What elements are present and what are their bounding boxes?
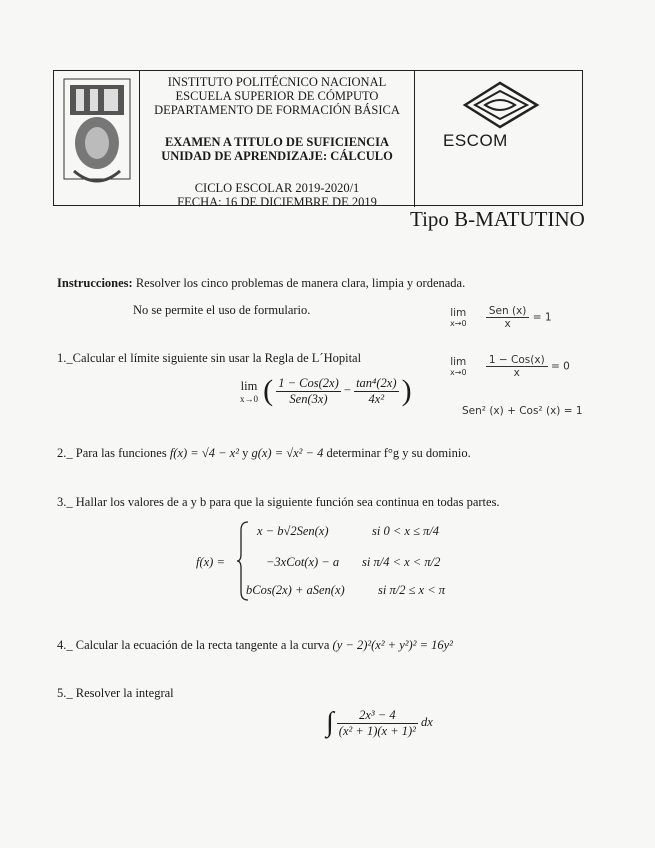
header-text-block (140, 71, 414, 207)
institution-name: INSTITUTO POLITÉCNICO NACIONAL (167, 75, 387, 89)
p1-num1: 1 − Cos(2x) (278, 375, 339, 390)
exam-variant: Tipo B-MATUTINO (410, 207, 585, 231)
p1-den1: Sen(3x) (289, 391, 328, 406)
learning-unit: UNIDAD DE APRENDIZAJE: CÁLCULO (161, 149, 393, 163)
instructions (57, 276, 465, 291)
p1-lim: lim (240, 378, 258, 393)
hw-lim2-sub: x→0 (450, 368, 467, 377)
department-name: DEPARTAMENTO DE FORMACIÓN BÁSICA (154, 103, 400, 117)
problem-4 (57, 638, 453, 653)
escom-logo (414, 71, 584, 207)
p5-integral (326, 707, 433, 739)
p3-case1-cond: si 0 < x ≤ π/4 (372, 524, 440, 538)
instructions-note: No se permite el uso de formulario. (133, 303, 311, 317)
escom-label: ESCOM (443, 131, 508, 150)
p4-text: 4._ Calcular la ecuación de la recta tangente a la curva (57, 638, 330, 652)
hw-lim2-den: x (513, 367, 520, 379)
p1-minus: − (343, 382, 351, 397)
p4-curve: (y − 2)²(x² + y²)² = 16y² (332, 638, 453, 652)
instructions-text: Resolver los cinco problemas de manera clara, limpia y ordenada. (135, 276, 466, 290)
exam-header (53, 70, 583, 209)
p3-case3-expr: bCos(2x) + aSen(x) (246, 583, 345, 597)
p5-den: (x² + 1)(x + 1)² (338, 723, 416, 738)
p5-num: 2x³ − 4 (337, 708, 418, 724)
escom-emblem-icon (415, 71, 585, 131)
p3-case2-cond: si π/4 < x < π/2 (362, 555, 441, 569)
hw-lim2-result: = 0 (551, 360, 570, 373)
exam-date: FECHA: 16 DE DICIEMBRE DE 2019 (177, 195, 377, 209)
p2-text-a: 2._ Para las funciones (57, 446, 167, 460)
handwritten-identity: Sen² (x) + Cos² (x) = 1 (462, 405, 583, 417)
p2-f: f(x) = √4 − x² (169, 446, 239, 460)
p2-g: g(x) = √x² − 4 (251, 446, 324, 460)
ipn-logo (54, 71, 140, 207)
hw-lim1-num: Sen (x) (486, 305, 530, 318)
hw-lim2-word: lim (450, 356, 467, 368)
hw-lim1-word: lim (450, 307, 467, 319)
p3-case1-expr: x − b√2Sen(x) (257, 524, 329, 538)
exam-type: EXAMEN A TITULO DE SUFICIENCIA (164, 135, 390, 149)
p2-text-b: determinar f°g y su dominio. (326, 446, 471, 460)
problem-5-text: 5._ Resolver la integral (57, 686, 174, 700)
instructions-label: Instrucciones: (57, 276, 133, 290)
p1-num2: tan⁴(2x) (356, 375, 397, 390)
ipn-emblem-icon (54, 71, 140, 207)
handwritten-limit-sin (450, 305, 552, 330)
hw-lim1-den: x (504, 318, 511, 330)
hw-lim1-result: = 1 (532, 311, 552, 324)
hw-lim2-num: 1 − Cos(x) (486, 354, 548, 367)
school-cycle: CICLO ESCOLAR 2019-2020/1 (194, 181, 360, 195)
p5-integral-sign: ∫ (326, 707, 334, 738)
problem-1-expression: lim x→0 ( $\frac{\text{1 − Cos(2x)}}{\text{Sen(3x)}}$ − $\frac{\text{tan⁴(2x)}}{\text{4x²}}$ ) (240, 374, 412, 407)
p5-dx: dx (421, 714, 433, 729)
p2-y: y (242, 446, 249, 460)
p3-lhs: f(x) = (196, 555, 225, 569)
hw-lim1-sub: x→0 (450, 319, 467, 328)
p3-case2-expr: −3xCot(x) − a (266, 555, 340, 569)
p1-den2: 4x² (368, 391, 385, 406)
p1-lim-sub: x→0 (240, 393, 258, 404)
problem-3-text: 3._ Hallar los valores de a y b para que la siguiente función sea continua en todas partes. (57, 495, 500, 509)
problem-2 (57, 446, 471, 461)
handwritten-limit-cos (450, 354, 570, 379)
problem-1-text: 1._Calcular el límite siguiente sin usar la Regla de L´Hopital (57, 351, 362, 365)
p3-case3-cond: si π/2 ≤ x < π (378, 583, 446, 597)
school-name: ESCUELA SUPERIOR DE CÓMPUTO (175, 89, 379, 103)
